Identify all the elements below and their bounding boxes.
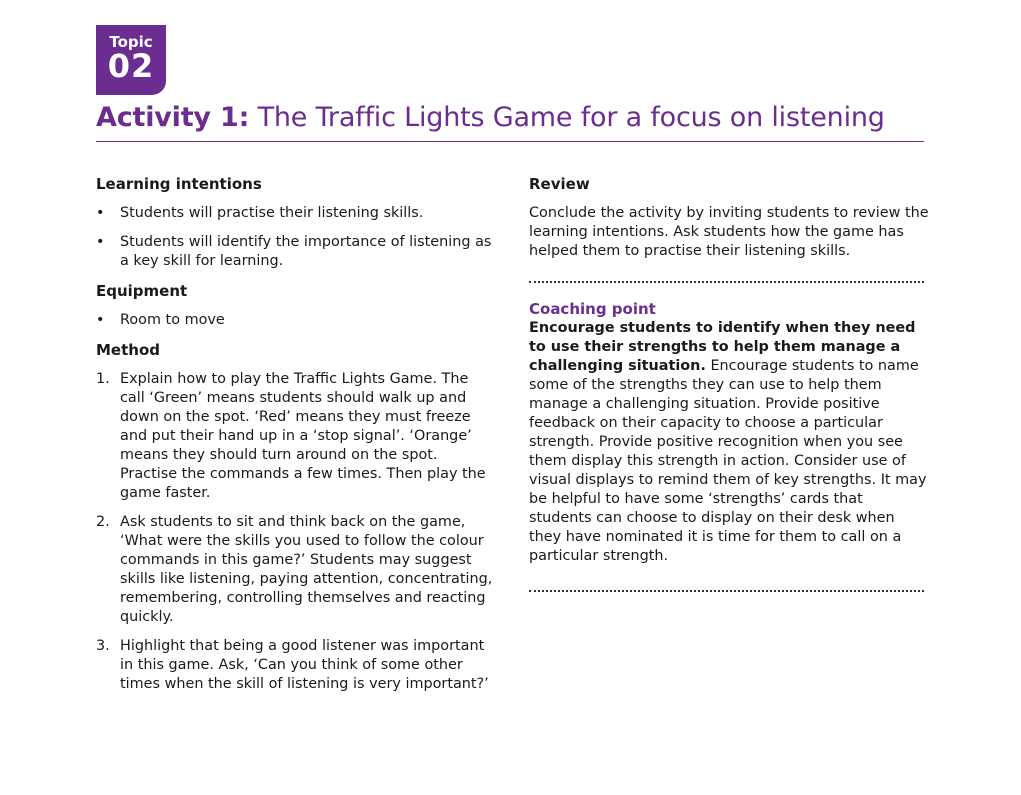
topic-label: Topic	[109, 33, 153, 51]
review-text: Conclude the activity by inviting students to review the learning intentions. Ask students how the game has helped them to practise their listening skills.	[529, 205, 929, 259]
left-column	[96, 174, 496, 704]
bullet-marker: •	[96, 312, 105, 328]
title-prefix: Activity 1:	[96, 102, 250, 133]
learning-intentions-list	[96, 204, 496, 271]
list-item	[96, 233, 496, 271]
coaching-heading: Coaching point	[529, 300, 656, 318]
method-step	[96, 637, 496, 694]
dotted-divider	[529, 590, 924, 592]
page-title	[96, 99, 885, 137]
review-heading: Review	[529, 175, 590, 193]
coaching-body-text: Encourage students to name some of the strengths they can use to help them manage a challenging situation. Provide positive feedback on their capacity to choose a particular strength. Provide positive recognition when you see them display this strength in action. Consider use of visual displays to remind them of key strengths. It may be helpful to have some ‘strengths’ cards that students can choose to display on their desk when they have nominated it is time for them to call on a particular strength.	[529, 358, 927, 564]
title-divider	[96, 141, 924, 142]
coaching-bold-text: Encourage students to identify when they need to use their strengths to help them manage a challenging situation.	[529, 320, 916, 374]
list-item-text: Students will identify the importance of listening as a key skill for learning.	[120, 234, 492, 269]
step-number: 1.	[96, 371, 110, 387]
method-step	[96, 370, 496, 503]
dotted-divider	[529, 281, 924, 283]
list-item-text: Students will practise their listening skills.	[120, 205, 424, 221]
learning-intentions-heading: Learning intentions	[96, 175, 262, 193]
title-rest: The Traffic Lights Game for a focus on listening	[249, 102, 885, 133]
step-text: Ask students to sit and think back on the game, ‘What were the skills you used to follow the colour commands in this game?’ Students may suggest skills like listening, paying attention, concentrating, remembering, controlling themselves and reacting quickly.	[120, 514, 493, 625]
review-section	[529, 174, 929, 261]
list-item-text: Room to move	[120, 312, 225, 328]
topic-badge	[96, 25, 166, 95]
bullet-marker: •	[96, 234, 105, 250]
method-heading: Method	[96, 341, 160, 359]
method-step	[96, 513, 496, 627]
list-item	[96, 204, 496, 223]
step-text: Explain how to play the Traffic Lights Game. The call ‘Green’ means students should walk up and down on the spot. ‘Red’ means they must freeze and put their hand up in a ‘stop signal’. ‘Orange’ means they should turn around on the spot. Practise the commands a few times. Then play the game faster.	[120, 371, 486, 501]
step-number: 3.	[96, 638, 110, 654]
equipment-list	[96, 311, 496, 330]
list-item	[96, 311, 496, 330]
method-section	[96, 340, 496, 694]
equipment-heading: Equipment	[96, 282, 188, 300]
right-column	[529, 174, 929, 592]
learning-intentions-section	[96, 174, 496, 271]
topic-number: 02	[107, 47, 155, 85]
equipment-section	[96, 281, 496, 330]
method-steps	[96, 370, 496, 694]
step-number: 2.	[96, 514, 110, 530]
coaching-text	[529, 319, 929, 566]
step-text: Highlight that being a good listener was important in this game. Ask, ‘Can you think of some other times when the skill of listening is very important?’	[120, 638, 489, 692]
bullet-marker: •	[96, 205, 105, 221]
coaching-section	[529, 299, 929, 566]
